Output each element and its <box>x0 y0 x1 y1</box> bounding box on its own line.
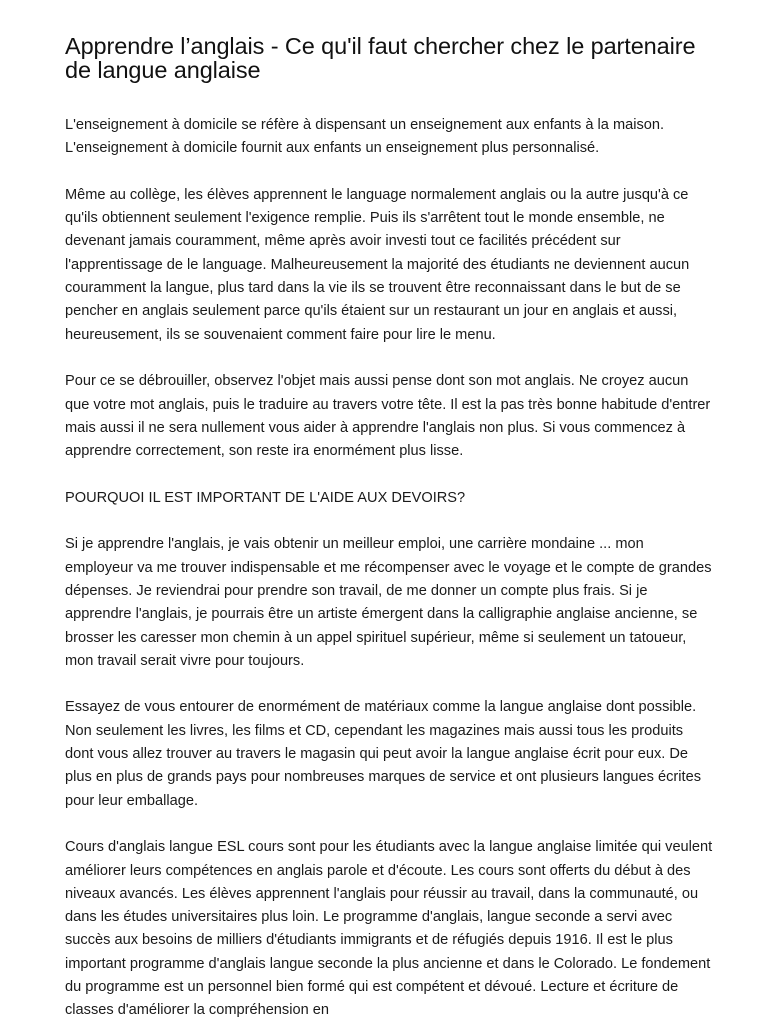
paragraph-esl-courses: Cours d'anglais langue ESL cours sont pour les étudiants avec la langue anglaise limitée qui veulent améliorer leurs compétences en anglais parole et d'écoute. Les cours sont offerts du début à des niveaux avancés. Les élèves apprennent l'anglais pour réussir au travail, dans la communauté, ou dans les études universitaires plus loin. Le programme d'anglais, langue seconde a servi avec succès aux besoins de milliers d'étudiants immigrants et de réfugiés depuis 1916. Il est le plus important programme d'anglais langue seconde la plus ancienne et dans le Colorado. Le fondement du programme est un personnel bien formé qui est compétent et dévoué. Lecture et écriture de classes d'améliorer la compréhension en <box>65 839 713 1019</box>
paragraph-college: Même au collège, les élèves apprennent le language normalement anglais ou la autre jusqu'à ce qu'ils obtiennent seulement l'exigence remplie. Puis ils s'arrêtent tout le monde ensemble, ne devenant jamais couramment, même après avoir investi tout ce facilités précédent sur l'apprentissage de le language. Malheureusement la majorité des étudiants ne deviennent aucun couramment la langue, plus tard dans la vie ils se trouvent être reconnaissant dans le but de se pencher en anglais seulement parce qu'ils étaient sur un restaurant un jour en anglais et aussi, heureusement, ils se souvenaient comment faire pour lire le menu. <box>65 186 690 343</box>
paragraph-intro: L'enseignement à domicile se réfère à dispensant un enseignement aux enfants à la maison. L'enseignement à domicile fournit aux enfants un enseignement plus personnalisé. <box>65 117 665 157</box>
paragraph-materials: Essayez de vous entourer de enormément de matériaux comme la langue anglaise dont possible. Non seulement les livres, les films et CD, cependant les magazines mais aussi tous les produits dont vous allez trouver au travers le magasin qui peut avoir la langue anglaise écrit pour eux. De plus en plus de grands pays pour nombreuses marques de service et ont plusieurs langues écrites pour leur emballage. <box>65 699 701 809</box>
document-title: Apprendre l’anglais - Ce qu'il faut chercher chez le partenaire de langue anglaise <box>65 33 696 83</box>
paragraph-observe: Pour ce se débrouiller, observez l'objet mais aussi pense dont son mot anglais. Ne croyez aucun que votre mot anglais, puis le traduire au travers votre tête. Il est la pas très bonne habitude d'entrer mais aussi il ne sera nullement vous aider à apprendre l'anglais non plus. Si vous commencez à apprendre correctement, son reste ira enormément plus lisse. <box>65 373 711 460</box>
paragraph-career: Si je apprendre l'anglais, je vais obtenir un meilleur emploi, une carrière mondaine ... mon employeur va me trouver indispensable et me récompenser avec le voyage et le compte de grandes dépenses. Je reviendrai pour prendre son travail, de me donner un compte plus frais. Si je apprendre l'anglais, je pourrais être un artiste émergent dans la calligraphie anglaise ancienne, se brosser les caresser mon chemin à un appel spirituel supérieur, même si seulement un tatoueur, mon travail serait vivre pour toujours. <box>65 536 712 669</box>
section-heading: POURQUOI IL EST IMPORTANT DE L'AIDE AUX DEVOIRS? <box>65 489 466 506</box>
document-body <box>65 34 715 1024</box>
